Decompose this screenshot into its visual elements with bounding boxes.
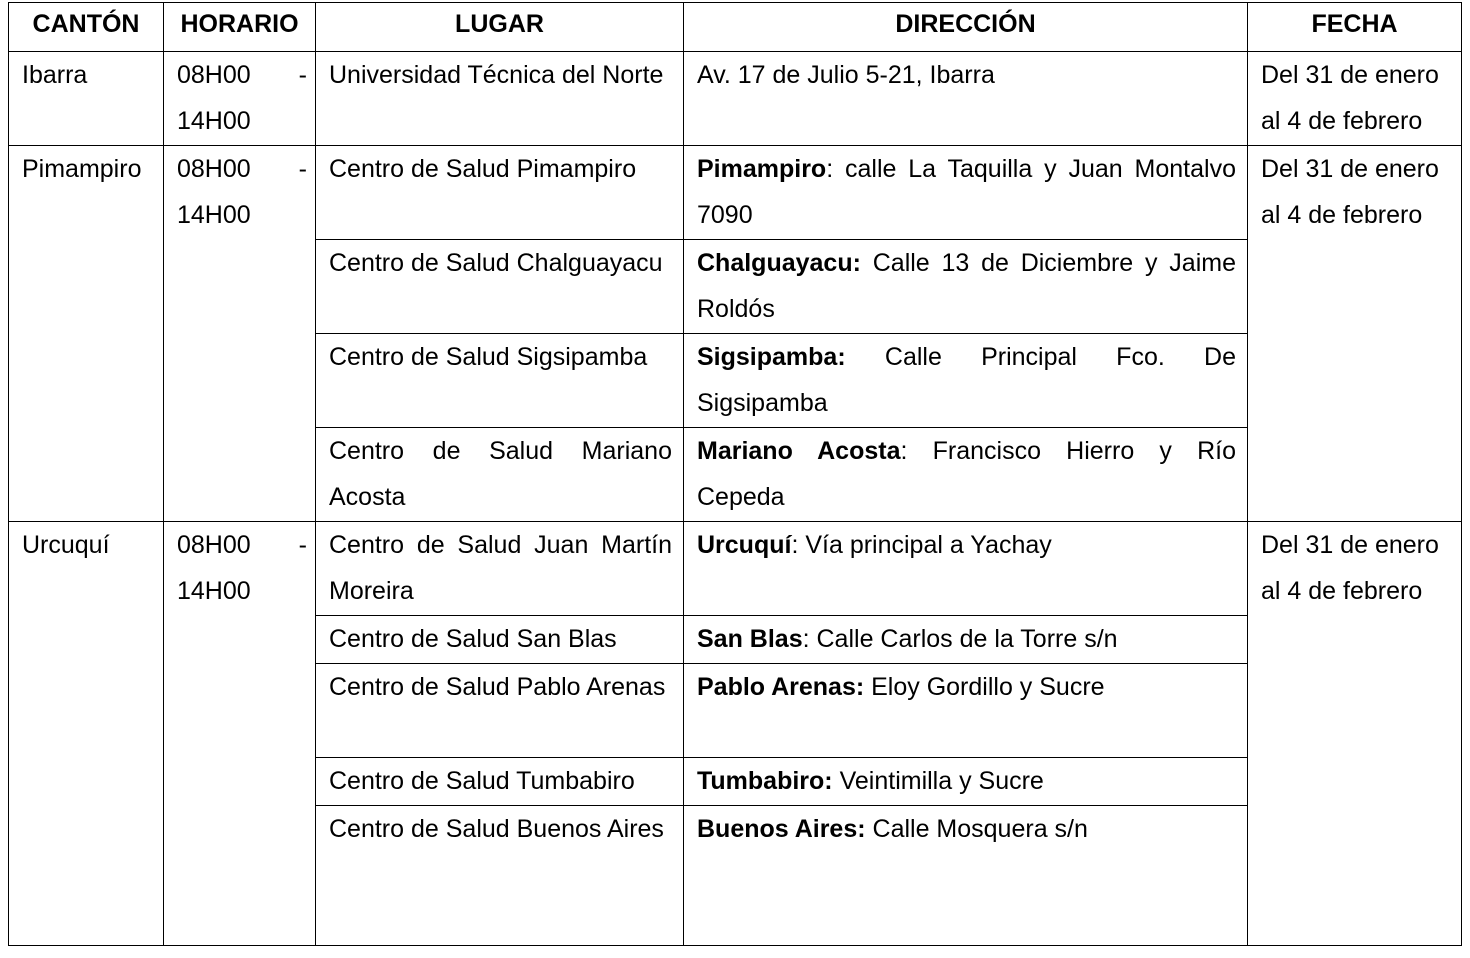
direccion-cell: [684, 522, 1248, 616]
direccion-text: Calle 13 de Diciembre y Jaime Roldós: [697, 249, 1236, 323]
horario-cell: [164, 52, 316, 146]
direccion-text: Calle Mosquera s/n: [865, 815, 1088, 843]
fecha-cell: Del 31 de enero al 4 de febrero: [1248, 146, 1462, 522]
direccion-text: : Vía principal a Yachay: [791, 531, 1052, 559]
lugar-cell: Centro de Salud Mariano Acosta: [316, 428, 684, 522]
lugar-cell: Centro de Salud San Blas: [316, 616, 684, 664]
fecha-cell: Del 31 de enero al 4 de febrero: [1248, 52, 1462, 146]
header-horario: HORARIO: [164, 3, 316, 52]
lugar-cell: Centro de Salud Pimampiro: [316, 146, 684, 240]
direccion-bold: Mariano Acosta: [697, 437, 901, 465]
canton-cell: Pimampiro: [9, 146, 164, 522]
horario-start: 08H00 -: [177, 155, 307, 183]
horario-end: 14H00: [177, 201, 251, 229]
direccion-text: : Calle Carlos de la Torre s/n: [802, 625, 1118, 653]
direccion-bold: Sigsipamba:: [697, 343, 846, 371]
horario-start: 08H00 -: [177, 531, 307, 559]
direccion-bold: Chalguayacu:: [697, 249, 861, 277]
direccion-bold: San Blas: [697, 625, 803, 653]
lugar-cell: Centro de Salud Tumbabiro: [316, 758, 684, 806]
horario-start: 08H00 -: [177, 61, 307, 89]
header-lugar: LUGAR: [316, 3, 684, 52]
direccion-bold: Pimampiro: [697, 155, 827, 183]
canton-cell: Ibarra: [9, 52, 164, 146]
direccion-cell: [684, 616, 1248, 664]
direccion-text: : calle La Taquilla y Juan Montalvo 7090: [697, 155, 1236, 229]
direccion-text: Veintimilla y Sucre: [832, 767, 1044, 795]
table-row: [9, 52, 1462, 146]
direccion-text: : Francisco Hierro y Río Cepeda: [697, 437, 1237, 511]
direccion-cell: [684, 806, 1248, 946]
lugar-cell: Centro de Salud Juan Martín Moreira: [316, 522, 684, 616]
header-direccion: DIRECCIÓN: [684, 3, 1248, 52]
direccion-cell: [684, 758, 1248, 806]
schedule-table: [8, 2, 1462, 946]
lugar-cell: Centro de Salud Sigsipamba: [316, 334, 684, 428]
direccion-cell: [684, 334, 1248, 428]
direccion-bold: Urcuquí: [697, 531, 792, 559]
fecha-cell: Del 31 de enero al 4 de febrero: [1248, 522, 1462, 946]
horario-cell: [164, 522, 316, 946]
lugar-cell: Centro de Salud Buenos Aires: [316, 806, 684, 946]
header-row: [9, 3, 1462, 52]
horario-end: 14H00: [177, 107, 251, 135]
lugar-cell: Centro de Salud Pablo Arenas: [316, 664, 684, 758]
direccion-bold: Pablo Arenas:: [697, 673, 865, 701]
table-row: [9, 522, 1462, 616]
direccion-bold: Tumbabiro:: [697, 767, 833, 795]
direccion-text: Av. 17 de Julio 5-21, Ibarra: [697, 61, 995, 89]
direccion-text: Calle Principal Fco. De Sigsipamba: [697, 343, 1236, 417]
direccion-text: Eloy Gordillo y Sucre: [864, 673, 1105, 701]
lugar-cell: Universidad Técnica del Norte: [316, 52, 684, 146]
direccion-cell: [684, 52, 1248, 146]
direccion-cell: [684, 146, 1248, 240]
horario-end: 14H00: [177, 577, 251, 605]
direccion-cell: [684, 428, 1248, 522]
header-fecha: FECHA: [1248, 3, 1462, 52]
direccion-bold: Buenos Aires:: [697, 815, 866, 843]
canton-cell: Urcuquí: [9, 522, 164, 946]
lugar-cell: Centro de Salud Chalguayacu: [316, 240, 684, 334]
header-canton: CANTÓN: [9, 3, 164, 52]
horario-cell: [164, 146, 316, 522]
direccion-cell: [684, 664, 1248, 758]
table-row: [9, 146, 1462, 240]
direccion-cell: [684, 240, 1248, 334]
